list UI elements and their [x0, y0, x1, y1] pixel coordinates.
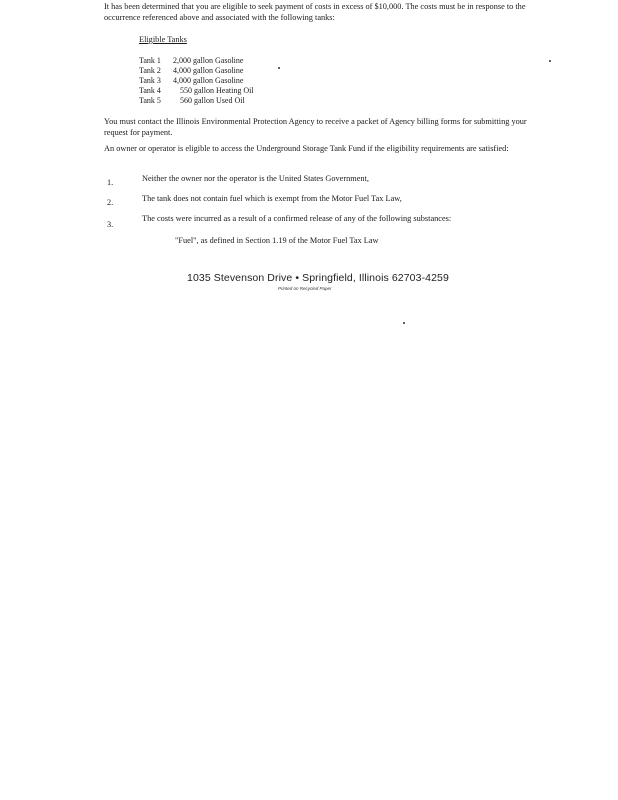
tank-description: 4,000 gallon Gasoline [173, 66, 244, 75]
tank-row [139, 96, 245, 106]
scan-speck [403, 322, 405, 324]
tank-row [139, 76, 243, 86]
tank-description: 4,000 gallon Gasoline [173, 76, 244, 85]
footer-address: 1035 Stevenson Drive • Springfield, Illinois 62703-4259 [187, 272, 449, 284]
tank-description: 560 gallon Used Oil [180, 96, 245, 105]
tank-label: Tank 4 [139, 86, 161, 95]
tank-row [139, 56, 243, 66]
requirement-text: Neither the owner nor the operator is the United States Government, [142, 174, 369, 183]
tank-row [139, 66, 243, 76]
tank-row [139, 86, 254, 96]
tank-description: 550 gallon Heating Oil [180, 86, 254, 95]
requirement-number: 1. [107, 178, 114, 187]
scan-speck [278, 67, 280, 69]
requirement-text: The costs were incurred as a result of a confirmed release of any of the following substances: [142, 214, 452, 223]
intro-paragraph: It has been determined that you are eligible to seek payment of costs in excess of $10,000. The costs must be in response to the occurrence referenced above and associated with the following tanks: [104, 2, 526, 22]
tank-label: Tank 3 [139, 76, 161, 85]
requirement-text: The tank does not contain fuel which is exempt from the Motor Fuel Tax Law, [142, 194, 402, 203]
tank-label: Tank 1 [139, 56, 161, 65]
tank-description: 2,000 gallon Gasoline [173, 56, 244, 65]
recycled-paper-note: Printed on Recycled Paper [278, 286, 332, 291]
eligible-tanks-heading: Eligible Tanks [139, 35, 187, 44]
scan-speck [549, 60, 551, 62]
contact-paragraph: You must contact the Illinois Environmental Protection Agency to receive a packet of Agency billing forms for submitting your request for payment. [104, 117, 527, 137]
requirement-number: 2. [107, 198, 114, 207]
tank-label: Tank 5 [139, 96, 161, 105]
eligibility-paragraph: An owner or operator is eligible to access the Underground Storage Tank Fund if the eligibility requirements are satisfied: [104, 144, 509, 153]
tank-label: Tank 2 [139, 66, 161, 75]
substance-item: "Fuel", as defined in Section 1.19 of the Motor Fuel Tax Law [175, 236, 379, 245]
requirement-number: 3. [107, 220, 114, 229]
